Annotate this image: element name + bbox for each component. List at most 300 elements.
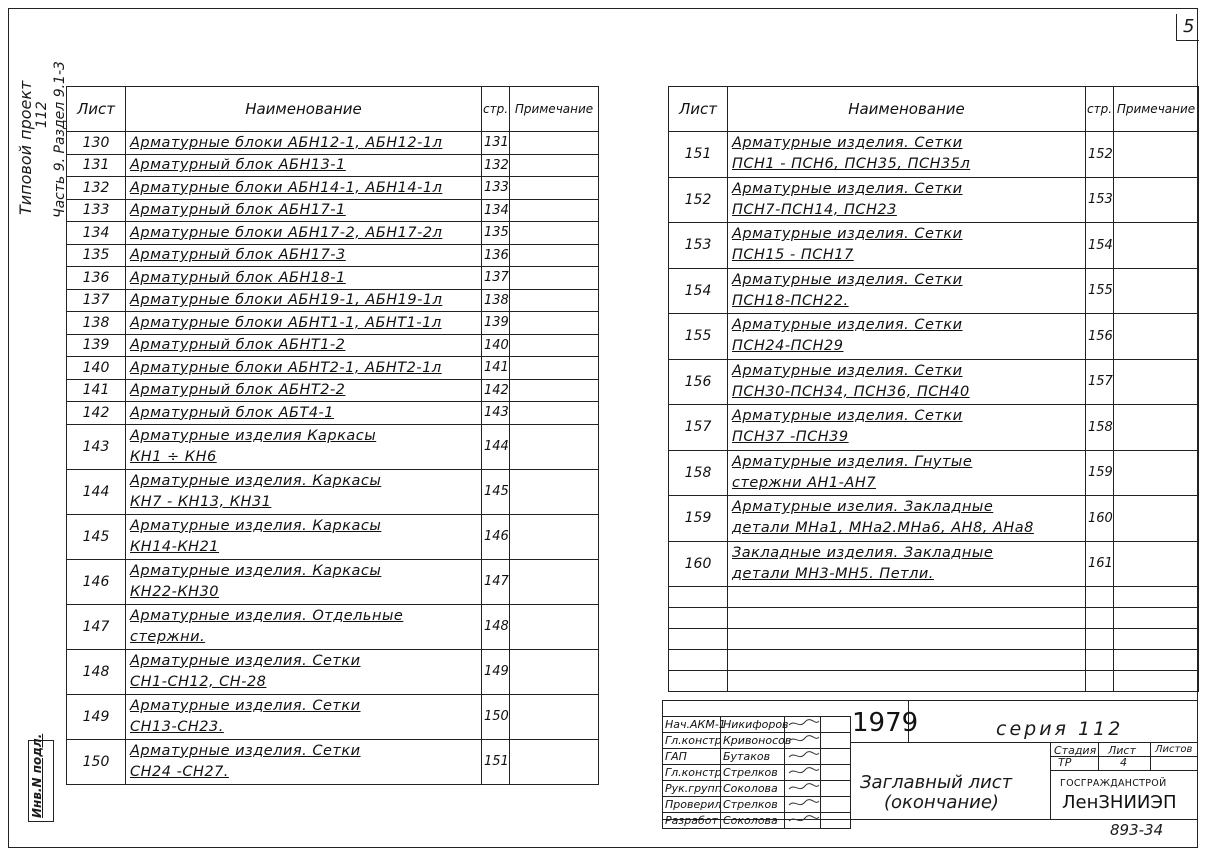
row-sheet-number: 154 (669, 268, 728, 314)
empty-row (669, 608, 1199, 629)
row-title-line: Арматурный блок АБНТ1-2 (130, 337, 346, 354)
stamp-name: Никифоров (721, 717, 785, 733)
row-title-line: КН14-КН21 (130, 538, 220, 555)
row-sheet-number: 158 (669, 450, 728, 496)
row-sheet-number: 148 (67, 649, 126, 694)
stamp-signature (785, 717, 821, 733)
row-note (510, 154, 599, 177)
row-page: 146 (482, 514, 510, 559)
stamp-signatures (662, 716, 851, 829)
row-title (728, 359, 1086, 405)
stamp-date (821, 797, 851, 813)
stamp-row (663, 749, 851, 765)
row-sheet-number: 157 (669, 405, 728, 451)
stage-grid-v1 (1098, 742, 1099, 770)
row-page: 136 (482, 244, 510, 267)
empty-cell (728, 608, 1086, 629)
row-title-line: Закладные изделия. Закладные (732, 544, 994, 561)
row-title (728, 314, 1086, 360)
empty-row (669, 587, 1199, 608)
row-note (510, 357, 599, 380)
stamp-row (663, 797, 851, 813)
row-page: 141 (482, 357, 510, 380)
row-page: 159 (1086, 450, 1114, 496)
stamp-signature (785, 733, 821, 749)
row-title-line: ПСН37 -ПСН39 (732, 429, 849, 446)
row-title-line: Арматурные блоки АБН12-1, АБН12-1л (130, 134, 443, 151)
index-row (67, 289, 599, 312)
stage-label: Стадия (1054, 744, 1097, 757)
row-title-line: Арматурные изделия. Сетки (732, 408, 963, 425)
empty-cell (1086, 650, 1114, 671)
index-row (67, 357, 599, 380)
row-title-line: КН1 ÷ КН6 (130, 448, 217, 465)
row-title-line: Арматурные изделия. Каркасы (130, 562, 382, 579)
row-title (126, 289, 482, 312)
index-row (669, 541, 1199, 587)
row-sheet-number: 130 (67, 132, 126, 155)
signature-scribble (787, 733, 821, 745)
row-title (126, 469, 482, 514)
row-title-line: Арматурные изделия. Гнутые (732, 453, 973, 470)
stamp-date (821, 717, 851, 733)
row-page: 154 (1086, 223, 1114, 269)
signature-scribble (787, 765, 821, 777)
sheets-label: Листов (1155, 744, 1193, 755)
row-note (510, 469, 599, 514)
row-title-line: СН13-СН23. (130, 718, 224, 735)
stamp-series: серия 112 (996, 718, 1124, 740)
row-sheet-number: 136 (67, 267, 126, 290)
stamp-role: Нач.АКМ-1 (663, 717, 721, 733)
row-page: 133 (482, 177, 510, 200)
empty-cell (1086, 629, 1114, 650)
row-page: 155 (1086, 268, 1114, 314)
row-title (126, 199, 482, 222)
row-page: 145 (482, 469, 510, 514)
side-title-line3: Часть 9. Раздел 9.1-3 (52, 61, 68, 218)
row-title (728, 177, 1086, 223)
row-title (126, 604, 482, 649)
signature-scribble (787, 749, 821, 761)
row-title-line: Арматурные изделия Каркасы (130, 427, 377, 444)
empty-row (669, 629, 1199, 650)
stamp-name: Кривоносов (721, 733, 785, 749)
row-title (126, 379, 482, 402)
index-row (67, 379, 599, 402)
row-page: 161 (1086, 541, 1114, 587)
row-sheet-number: 138 (67, 312, 126, 335)
stamp-year: 1979 (852, 708, 919, 738)
index-row (67, 334, 599, 357)
row-page: 152 (1086, 132, 1114, 178)
row-title-line: Арматурные изделия. Сетки (130, 697, 361, 714)
stamp-date (821, 781, 851, 797)
row-title-line: Арматурный блок АБНТ2-2 (130, 382, 346, 399)
index-row (669, 450, 1199, 496)
row-note (510, 739, 599, 784)
signature-scribble (787, 797, 821, 809)
org-line2: ЛенЗНИИЭП (1062, 792, 1177, 813)
stamp-name: Соколова (721, 781, 785, 797)
col-header-name: Наименование (728, 87, 1086, 132)
row-title-line: ПСН1 - ПСН6, ПСН35, ПСН35л (732, 156, 971, 173)
side-title-line2: 112 (34, 101, 50, 128)
row-note (510, 402, 599, 425)
index-row (67, 514, 599, 559)
row-title (728, 268, 1086, 314)
row-title (126, 154, 482, 177)
row-note (1114, 359, 1199, 405)
stamp-name: Стрелков (721, 765, 785, 781)
row-page: 139 (482, 312, 510, 335)
row-page: 134 (482, 199, 510, 222)
index-row (669, 177, 1199, 223)
row-title-line: Арматурный блок АБТ4-1 (130, 404, 334, 421)
row-page: 147 (482, 559, 510, 604)
stamp-signature (785, 765, 821, 781)
stamp-signature (785, 797, 821, 813)
row-note (1114, 541, 1199, 587)
stamp-title-line1: Заглавный лист (860, 772, 1013, 793)
row-note (1114, 177, 1199, 223)
row-title (126, 559, 482, 604)
stamp-role: Проверил (663, 797, 721, 813)
row-sheet-number: 145 (67, 514, 126, 559)
row-sheet-number: 143 (67, 424, 126, 469)
empty-cell (728, 587, 1086, 608)
right-index-table (668, 86, 1199, 692)
col-header-page: стр. (482, 87, 510, 132)
row-title-line: КН22-КН30 (130, 583, 220, 600)
row-title (126, 334, 482, 357)
row-sheet-number: 153 (669, 223, 728, 269)
row-title-line: детали МНа1, МНа2.МНа6, АН8, АНа8 (732, 520, 1034, 537)
empty-cell (1114, 629, 1199, 650)
empty-cell (1114, 671, 1199, 692)
stamp-date (821, 749, 851, 765)
side-title-line1: Типовой проект (16, 80, 35, 215)
empty-cell (1114, 608, 1199, 629)
empty-cell (1114, 650, 1199, 671)
row-title-line: ПСН15 - ПСН17 (732, 247, 854, 264)
stamp-role: Гл.констр (663, 765, 721, 781)
row-sheet-number: 137 (67, 289, 126, 312)
index-row (669, 132, 1199, 178)
row-sheet-number: 155 (669, 314, 728, 360)
stage-value: ТР (1058, 756, 1072, 769)
stamp-title-line2: (окончание) (884, 792, 999, 813)
index-row (669, 268, 1199, 314)
row-title (126, 177, 482, 200)
empty-cell (1086, 608, 1114, 629)
sheet-label: Лист (1108, 744, 1136, 757)
index-row (67, 402, 599, 425)
empty-row (669, 671, 1199, 692)
row-sheet-number: 131 (67, 154, 126, 177)
empty-cell (669, 608, 728, 629)
signature-scribble (787, 717, 821, 729)
row-title (126, 694, 482, 739)
series-divider (850, 742, 1198, 743)
index-row (669, 405, 1199, 451)
col-header-note: Примечание (1114, 87, 1199, 132)
row-title (126, 402, 482, 425)
row-note (1114, 496, 1199, 542)
inventory-label: Инв.N подл. (30, 733, 44, 818)
row-note (510, 334, 599, 357)
col-header-page: стр. (1086, 87, 1114, 132)
row-note (510, 424, 599, 469)
row-page: 135 (482, 222, 510, 245)
row-note (510, 312, 599, 335)
empty-cell (728, 650, 1086, 671)
row-note (510, 514, 599, 559)
row-sheet-number: 146 (67, 559, 126, 604)
stamp-role: Рук.групп (663, 781, 721, 797)
row-page: 143 (482, 402, 510, 425)
right-table-header (669, 87, 1199, 132)
row-title (126, 357, 482, 380)
stamp-signature (785, 813, 821, 829)
row-note (1114, 132, 1199, 178)
left-index-table (66, 86, 599, 785)
row-page: 142 (482, 379, 510, 402)
row-title (728, 541, 1086, 587)
row-title (126, 244, 482, 267)
row-page: 150 (482, 694, 510, 739)
row-title-line: Арматурные изелия. Закладные (732, 499, 994, 516)
row-sheet-number: 160 (669, 541, 728, 587)
row-title-line: Арматурный блок АБН17-3 (130, 247, 346, 264)
stage-grid-v2 (1150, 742, 1151, 770)
row-title (728, 450, 1086, 496)
left-table-header (67, 87, 599, 132)
row-title (126, 649, 482, 694)
index-row (67, 199, 599, 222)
index-row (67, 559, 599, 604)
row-title-line: Арматурные изделия. Сетки (732, 317, 963, 334)
index-row (67, 649, 599, 694)
stamp-row (663, 733, 851, 749)
index-row (67, 267, 599, 290)
row-sheet-number: 144 (67, 469, 126, 514)
row-title-line: ПСН18-ПСН22. (732, 292, 849, 309)
index-row (669, 314, 1199, 360)
index-row (67, 244, 599, 267)
row-page: 148 (482, 604, 510, 649)
row-title (728, 223, 1086, 269)
row-title (728, 405, 1086, 451)
row-note (510, 379, 599, 402)
stamp-signature (785, 749, 821, 765)
stamp-name: Соколова (721, 813, 785, 829)
row-page: 153 (1086, 177, 1114, 223)
row-title (126, 514, 482, 559)
row-page: 132 (482, 154, 510, 177)
index-row (67, 154, 599, 177)
row-sheet-number: 150 (67, 739, 126, 784)
index-row (67, 312, 599, 335)
row-title-line: ПСН7-ПСН14, ПСН23 (732, 201, 897, 218)
row-title-line: СН24 -СН27. (130, 763, 229, 780)
index-row (67, 222, 599, 245)
row-note (1114, 450, 1199, 496)
row-title (126, 424, 482, 469)
index-row (669, 223, 1199, 269)
row-title-line: ПСН30-ПСН34, ПСН36, ПСН40 (732, 383, 970, 400)
row-page: 131 (482, 132, 510, 155)
col-header-list: Лист (67, 87, 126, 132)
row-title-line: стержни АН1-АН7 (732, 474, 876, 491)
col-header-list: Лист (669, 87, 728, 132)
col-header-note: Примечание (510, 87, 599, 132)
stamp-row (663, 765, 851, 781)
org-line1: ГОСГРАЖДАНСТРОЙ (1060, 778, 1167, 789)
row-note (510, 199, 599, 222)
empty-cell (1086, 671, 1114, 692)
index-row (67, 739, 599, 784)
index-row (67, 132, 599, 155)
row-title-line: Арматурные изделия. Отдельные (130, 607, 404, 624)
row-sheet-number: 149 (67, 694, 126, 739)
row-title-line: детали МН3-МН5. Петли. (732, 565, 934, 582)
empty-cell (669, 587, 728, 608)
row-title-line: Арматурные изделия. Сетки (732, 226, 963, 243)
row-title-line: Арматурный блок АБН13-1 (130, 157, 346, 174)
row-title-line: Арматурные изделия. Каркасы (130, 517, 382, 534)
row-sheet-number: 140 (67, 357, 126, 380)
index-row (669, 359, 1199, 405)
stamp-row (663, 813, 851, 829)
row-title (126, 267, 482, 290)
row-title (126, 312, 482, 335)
row-title-line: Арматурные изделия. Сетки (732, 271, 963, 288)
row-title-line: Арматурный блок АБН18-1 (130, 269, 346, 286)
sheet-number: 5 (1183, 16, 1195, 37)
row-title-line: Арматурные блоки АБН14-1, АБН14-1л (130, 179, 443, 196)
row-title-line: стержни. (130, 628, 206, 645)
row-title-line: ПСН24-ПСН29 (732, 338, 844, 355)
empty-cell (669, 671, 728, 692)
empty-cell (1114, 587, 1199, 608)
stamp-name: Стрелков (721, 797, 785, 813)
row-note (510, 177, 599, 200)
row-note (1114, 223, 1199, 269)
row-page: 157 (1086, 359, 1114, 405)
stamp-signature (785, 781, 821, 797)
row-title (728, 496, 1086, 542)
row-sheet-number: 132 (67, 177, 126, 200)
empty-cell (728, 671, 1086, 692)
stamp-role: Гл.констр (663, 733, 721, 749)
row-note (510, 132, 599, 155)
row-title-line: Арматурные блоки АБН19-1, АБН19-1л (130, 292, 443, 309)
index-row (67, 424, 599, 469)
row-title (126, 132, 482, 155)
row-note (1114, 268, 1199, 314)
row-title-line: Арматурные блоки АБНТ2-1, АБНТ2-1л (130, 359, 442, 376)
row-sheet-number: 139 (67, 334, 126, 357)
row-title-line: Арматурные изделия. Сетки (732, 135, 963, 152)
row-title-line: Арматурный блок АБН17-1 (130, 202, 346, 219)
row-sheet-number: 151 (669, 132, 728, 178)
doc-code: 893-34 (1110, 821, 1164, 839)
row-sheet-number: 141 (67, 379, 126, 402)
empty-cell (728, 629, 1086, 650)
row-note (510, 649, 599, 694)
row-page: 151 (482, 739, 510, 784)
index-row (67, 604, 599, 649)
row-title-line: Арматурные блоки АБНТ1-1, АБНТ1-1л (130, 314, 442, 331)
stamp-role: ГАП (663, 749, 721, 765)
row-sheet-number: 152 (669, 177, 728, 223)
row-sheet-number: 147 (67, 604, 126, 649)
row-title-line: Арматурные блоки АБН17-2, АБН17-2л (130, 224, 443, 241)
row-title (728, 132, 1086, 178)
stamp-date (821, 813, 851, 829)
row-title-line: КН7 - КН13, КН31 (130, 493, 272, 510)
stamp-row (663, 781, 851, 797)
stamp-role: Разработ (663, 813, 721, 829)
row-sheet-number: 133 (67, 199, 126, 222)
signature-scribble (787, 813, 821, 825)
row-page: 140 (482, 334, 510, 357)
row-page: 137 (482, 267, 510, 290)
index-row (67, 469, 599, 514)
empty-cell (1086, 587, 1114, 608)
row-page: 160 (1086, 496, 1114, 542)
stamp-name: Бутаков (721, 749, 785, 765)
row-title-line: Арматурные изделия. Сетки (130, 742, 361, 759)
row-note (510, 222, 599, 245)
row-sheet-number: 142 (67, 402, 126, 425)
row-note (1114, 405, 1199, 451)
row-sheet-number: 156 (669, 359, 728, 405)
row-title-line: СН1-СН12, СН-28 (130, 673, 267, 690)
sheet-value: 4 (1120, 756, 1127, 769)
row-page: 138 (482, 289, 510, 312)
row-note (510, 289, 599, 312)
row-page: 149 (482, 649, 510, 694)
row-title-line: Арматурные изделия. Каркасы (130, 472, 382, 489)
row-title (126, 739, 482, 784)
row-note (510, 559, 599, 604)
row-note (1114, 314, 1199, 360)
row-sheet-number: 135 (67, 244, 126, 267)
index-row (67, 177, 599, 200)
row-note (510, 604, 599, 649)
stage-grid-bottom (1050, 770, 1198, 771)
index-row (669, 496, 1199, 542)
row-note (510, 244, 599, 267)
stamp-row (663, 717, 851, 733)
row-sheet-number: 134 (67, 222, 126, 245)
row-title-line: Арматурные изделия. Сетки (130, 652, 361, 669)
signature-scribble (787, 781, 821, 793)
row-note (510, 694, 599, 739)
row-note (510, 267, 599, 290)
empty-cell (669, 650, 728, 671)
row-page: 158 (1086, 405, 1114, 451)
stamp-date (821, 733, 851, 749)
stamp-date (821, 765, 851, 781)
title-divider (1050, 742, 1051, 820)
empty-row (669, 650, 1199, 671)
row-page: 156 (1086, 314, 1114, 360)
col-header-name: Наименование (126, 87, 482, 132)
row-title-line: Арматурные изделия. Сетки (732, 180, 963, 197)
